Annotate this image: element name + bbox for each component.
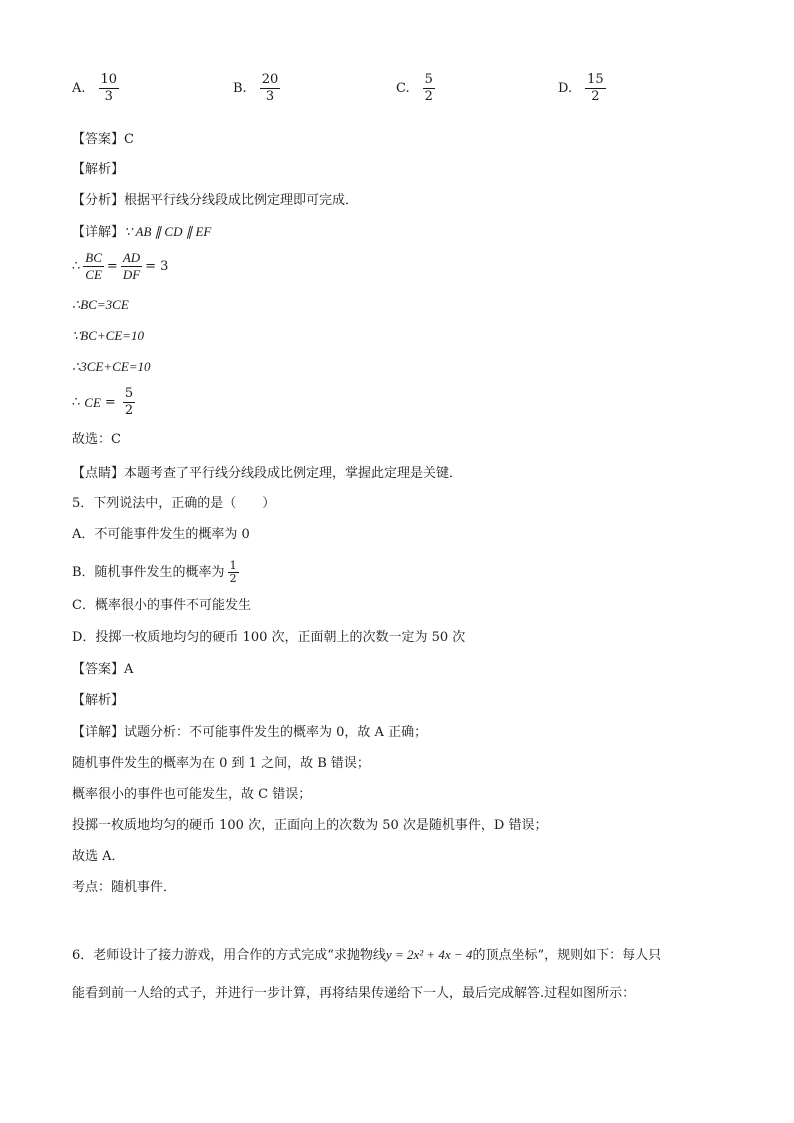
q4-result: ∴ CE = $\frac{5}{2}$ bbox=[72, 386, 134, 418]
q5-choose: 故选 A． bbox=[72, 849, 125, 864]
q6-line2: 能看到前一人给的式子，并进行一步计算，再将结果传递给下一人，最后完成解答.过程如图所示： bbox=[72, 986, 636, 1001]
q4-choose: 故选：C bbox=[72, 432, 121, 447]
q5-option-a: A．不可能事件发生的概率为 0 bbox=[72, 527, 250, 542]
q4-step2: ∵BC+CE=10 bbox=[72, 328, 145, 343]
q4-step1: ∴BC=3CE bbox=[72, 297, 129, 312]
option-d: D. $\frac{15}{2}$ bbox=[558, 72, 604, 104]
q5-detail: 【详解】试题分析：不可能事件发生的概率为 0，故 A 正确； bbox=[72, 725, 428, 740]
q5-kaodian: 考点：随机事件． bbox=[72, 880, 177, 895]
q5-option-b: B．随机事件发生的概率为 $\frac{1}{2}$ bbox=[72, 559, 237, 585]
q4-step3: ∴3CE+CE=10 bbox=[72, 359, 151, 374]
ratio-ad-df: $\frac{AD}{DF}$ bbox=[122, 250, 141, 282]
q5-question: 5．下列说法中，正确的是（ ） bbox=[72, 496, 276, 511]
q5-option-c: C．概率很小的事件不可能发生 bbox=[72, 598, 251, 613]
q5-option-b-fraction: $\frac{1}{2}$ bbox=[229, 559, 237, 585]
q5-line3: 概率很小的事件也可能发生，故 C 错误； bbox=[72, 787, 312, 802]
result-fraction: $\frac{5}{2}$ bbox=[124, 386, 134, 418]
q6-line1: 6．老师设计了接力游戏，用合作的方式完成“求抛物线y = 2x² + 4x − 4的顶点坐标”，规则如下：每人只 bbox=[72, 947, 662, 963]
q4-fenxi: 【分析】根据平行线分线段成比例定理即可完成． bbox=[72, 193, 359, 208]
q5-line2: 随机事件发生的概率为在 0 到 1 之间，故 B 错误； bbox=[72, 756, 370, 771]
q5-option-d: D．投掷一枚质地均匀的硬币 100 次，正面朝上的次数一定为 50 次 bbox=[72, 630, 466, 645]
q4-ratio-equation: ∴ $\frac{BC}{CE}$ = $\frac{AD}{DF}$ = 3 bbox=[72, 250, 169, 282]
q6-formula: y = 2x² + 4x − 4 bbox=[385, 947, 473, 962]
option-c-fraction: $\frac{5}{2}$ bbox=[424, 72, 433, 104]
q4-detail: 【详解】∵ AB ∥ CD ∥ EF bbox=[72, 224, 212, 240]
ratio-bc-ce: $\frac{BC}{CE}$ bbox=[85, 250, 102, 282]
q4-analysis-tag: 【解析】 bbox=[72, 162, 125, 177]
q5-answer: 【答案】A bbox=[72, 662, 134, 677]
option-c: C. $\frac{5}{2}$ bbox=[396, 72, 433, 104]
option-a: A. $\frac{10}{3}$ bbox=[72, 72, 118, 104]
option-d-fraction: $\frac{15}{2}$ bbox=[587, 72, 604, 104]
q4-comment: 【点睛】本题考查了平行线分线段成比例定理，掌握此定理是关键． bbox=[72, 466, 463, 481]
option-b-fraction: $\frac{20}{3}$ bbox=[261, 72, 279, 104]
q4-answer: 【答案】C bbox=[72, 132, 134, 147]
q5-line4: 投掷一枚质地均匀的硬币 100 次，正面向上的次数为 50 次是随机事件，D 错误； bbox=[72, 818, 548, 833]
option-b: B. $\frac{20}{3}$ bbox=[233, 72, 279, 104]
q5-analysis-tag: 【解析】 bbox=[72, 693, 125, 708]
option-a-fraction: $\frac{10}{3}$ bbox=[100, 72, 118, 104]
